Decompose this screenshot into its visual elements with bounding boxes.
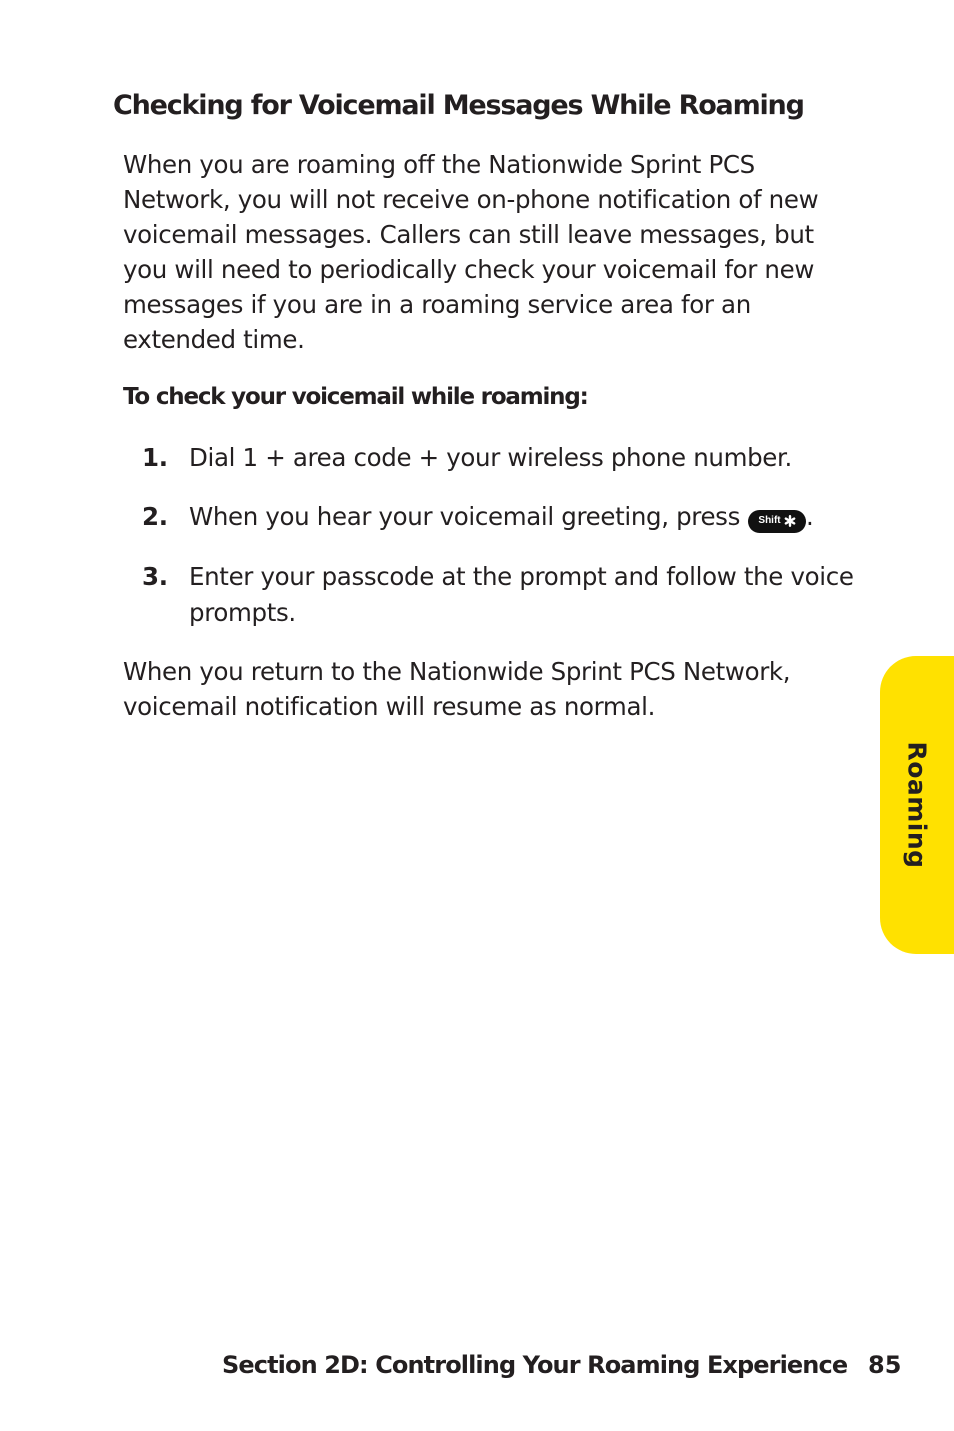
shift-key-button bbox=[748, 510, 806, 533]
step-number: 1. bbox=[142, 443, 168, 472]
page-number: 85 bbox=[868, 1351, 902, 1379]
asterisk-icon bbox=[784, 515, 796, 527]
step-text: When you hear your voicemail greeting, press bbox=[189, 502, 741, 531]
step-text-with-key bbox=[189, 499, 862, 535]
step-item bbox=[142, 559, 862, 631]
closing-paragraph: When you return to the Nationwide Sprint PCS Network, voicemail notification will resume as normal. bbox=[123, 657, 791, 721]
instructions-subheading: To check your voicemail while roaming: bbox=[123, 384, 588, 410]
step-item bbox=[142, 440, 862, 476]
step-number: 2. bbox=[142, 502, 168, 531]
footer-section-title: Section 2D: Controlling Your Roaming Experience bbox=[222, 1351, 848, 1379]
shift-key-label: Shift bbox=[758, 515, 781, 526]
intro-paragraph: When you are roaming off the Nationwide Sprint PCS Network, you will not receive on-phone notification of new voicemail messages. Callers can still leave messages, but you will need to periodically check your voicemail for new messages if you are in a roaming service area for an extended time. bbox=[123, 150, 819, 354]
section-heading: Checking for Voicemail Messages While Roaming bbox=[113, 90, 804, 121]
chapter-side-tab bbox=[880, 656, 954, 954]
step-text: Enter your passcode at the prompt and follow the voice prompts. bbox=[189, 562, 854, 627]
step-number: 3. bbox=[142, 562, 168, 591]
step-text: Dial 1 + area code + your wireless phone number. bbox=[189, 443, 792, 472]
side-tab-label: Roaming bbox=[902, 741, 932, 869]
step-item bbox=[142, 499, 862, 535]
step-trailing-period: . bbox=[806, 502, 814, 531]
